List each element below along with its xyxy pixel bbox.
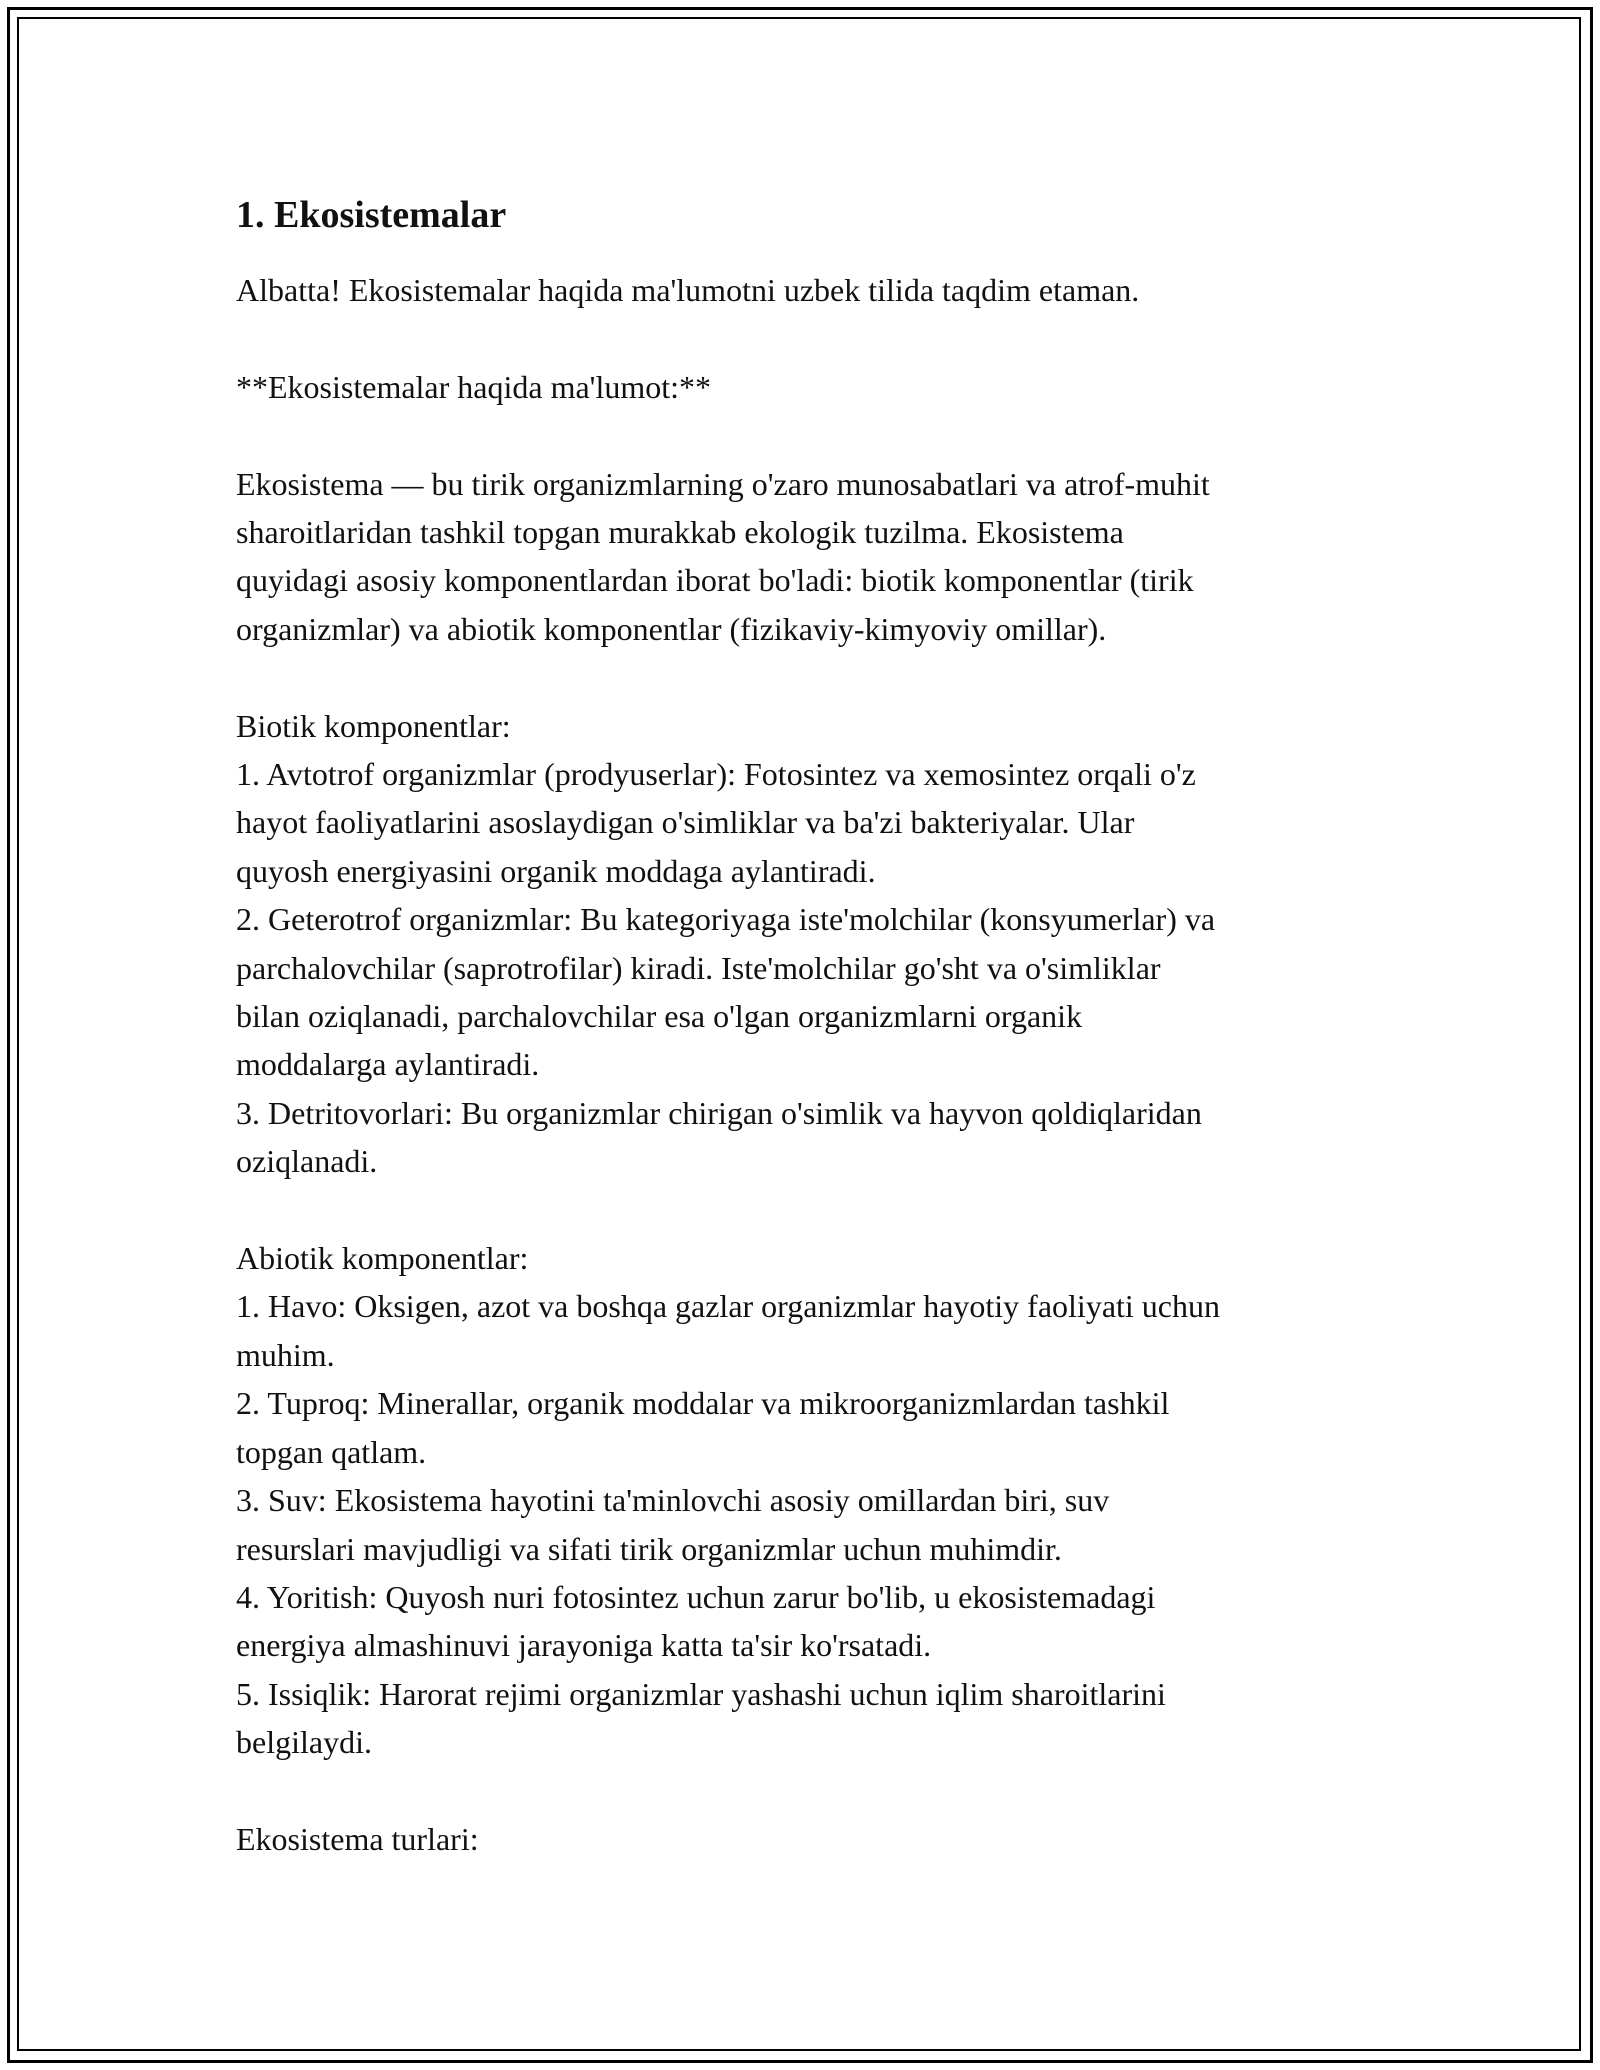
text-line: Ekosistema turlari: [236, 1820, 479, 1857]
paragraph-list [236, 266, 1376, 1863]
text-line: quyosh energiyasini organik moddaga aylantiradi. [236, 852, 876, 889]
text-line: energiya almashinuvi jarayoniga katta ta'sir ko'rsatadi. [236, 1627, 932, 1664]
text-line: parchalovchilar (saprotrofilar) kiradi. Iste'molchilar go'sht va o'simliklar [236, 949, 1161, 986]
text-line: oziqlanadi. [236, 1143, 378, 1180]
text-line: 5. Issiqlik: Harorat rejimi organizmlar yashashi uchun iqlim sharoitlarini [236, 1675, 1166, 1712]
text-line: belgilaydi. [236, 1724, 372, 1761]
text-line: organizmlar) va abiotik komponentlar (fizikaviy-kimyoviy omillar). [236, 610, 1107, 647]
text-line: bilan oziqlanadi, parchalovchilar esa o'lgan organizmlarni organik [236, 998, 1083, 1035]
text-line: 3. Detritovorlari: Bu organizmlar chirigan o'simlik va hayvon qoldiqlaridan [236, 1094, 1202, 1131]
paragraph [236, 266, 1376, 314]
text-line: sharoitlaridan tashkil topgan murakkab ekologik tuzilma. Ekosistema [236, 514, 1124, 550]
paragraph [236, 460, 1376, 654]
text-line: resurslari mavjudligi va sifati tirik organizmlar uchun muhimdir. [236, 1530, 1062, 1567]
text-line: 1. Avtotrof organizmlar (prodyuserlar): Fotosintez va xemosintez orqali o'z [236, 756, 1196, 793]
text-line: 2. Tuproq: Minerallar, organik moddalar va mikroorganizmlardan tashkil [236, 1385, 1170, 1422]
paragraph [236, 363, 1376, 411]
text-line: Albatta! Ekosistemalar haqida ma'lumotni uzbek tilida taqdim etaman. [236, 272, 1140, 308]
paragraph [236, 1234, 1376, 1766]
text-line: 4. Yoritish: Quyosh nuri fotosintez uchun zarur bo'lib, u ekosistemadagi [236, 1578, 1156, 1615]
text-line: 1. Havo: Oksigen, azot va boshqa gazlar organizmlar hayotiy faoliyati uchun [236, 1288, 1220, 1325]
document-body [236, 180, 1376, 1912]
text-line: muhim. [236, 1336, 335, 1373]
paragraph [236, 702, 1376, 1186]
text-line: 3. Suv: Ekosistema hayotini ta'minlovchi asosiy omillardan biri, suv [236, 1482, 1110, 1519]
paragraph [236, 1815, 1376, 1863]
text-line: hayot faoliyatlarini asoslaydigan o'simliklar va ba'zi bakteriyalar. Ular [236, 804, 1135, 841]
text-line: Abiotik komponentlar: [236, 1240, 529, 1277]
text-line: 2. Geterotrof organizmlar: Bu kategoriyaga iste'molchilar (konsyumerlar) va [236, 901, 1216, 938]
text-line: quyidagi asosiy komponentlardan iborat bo'ladi: biotik komponentlar (tirik [236, 562, 1194, 599]
text-line: **Ekosistemalar haqida ma'lumot:** [236, 368, 711, 405]
text-line: Ekosistema — bu tirik organizmlarning o'zaro munosabatlari va atrof-muhit [236, 465, 1210, 502]
document-heading: 1. Ekosistemalar [236, 194, 507, 236]
text-line: topgan qatlam. [236, 1433, 427, 1470]
text-line: moddalarga aylantiradi. [236, 1046, 540, 1083]
text-line: Biotik komponentlar: [236, 707, 511, 744]
